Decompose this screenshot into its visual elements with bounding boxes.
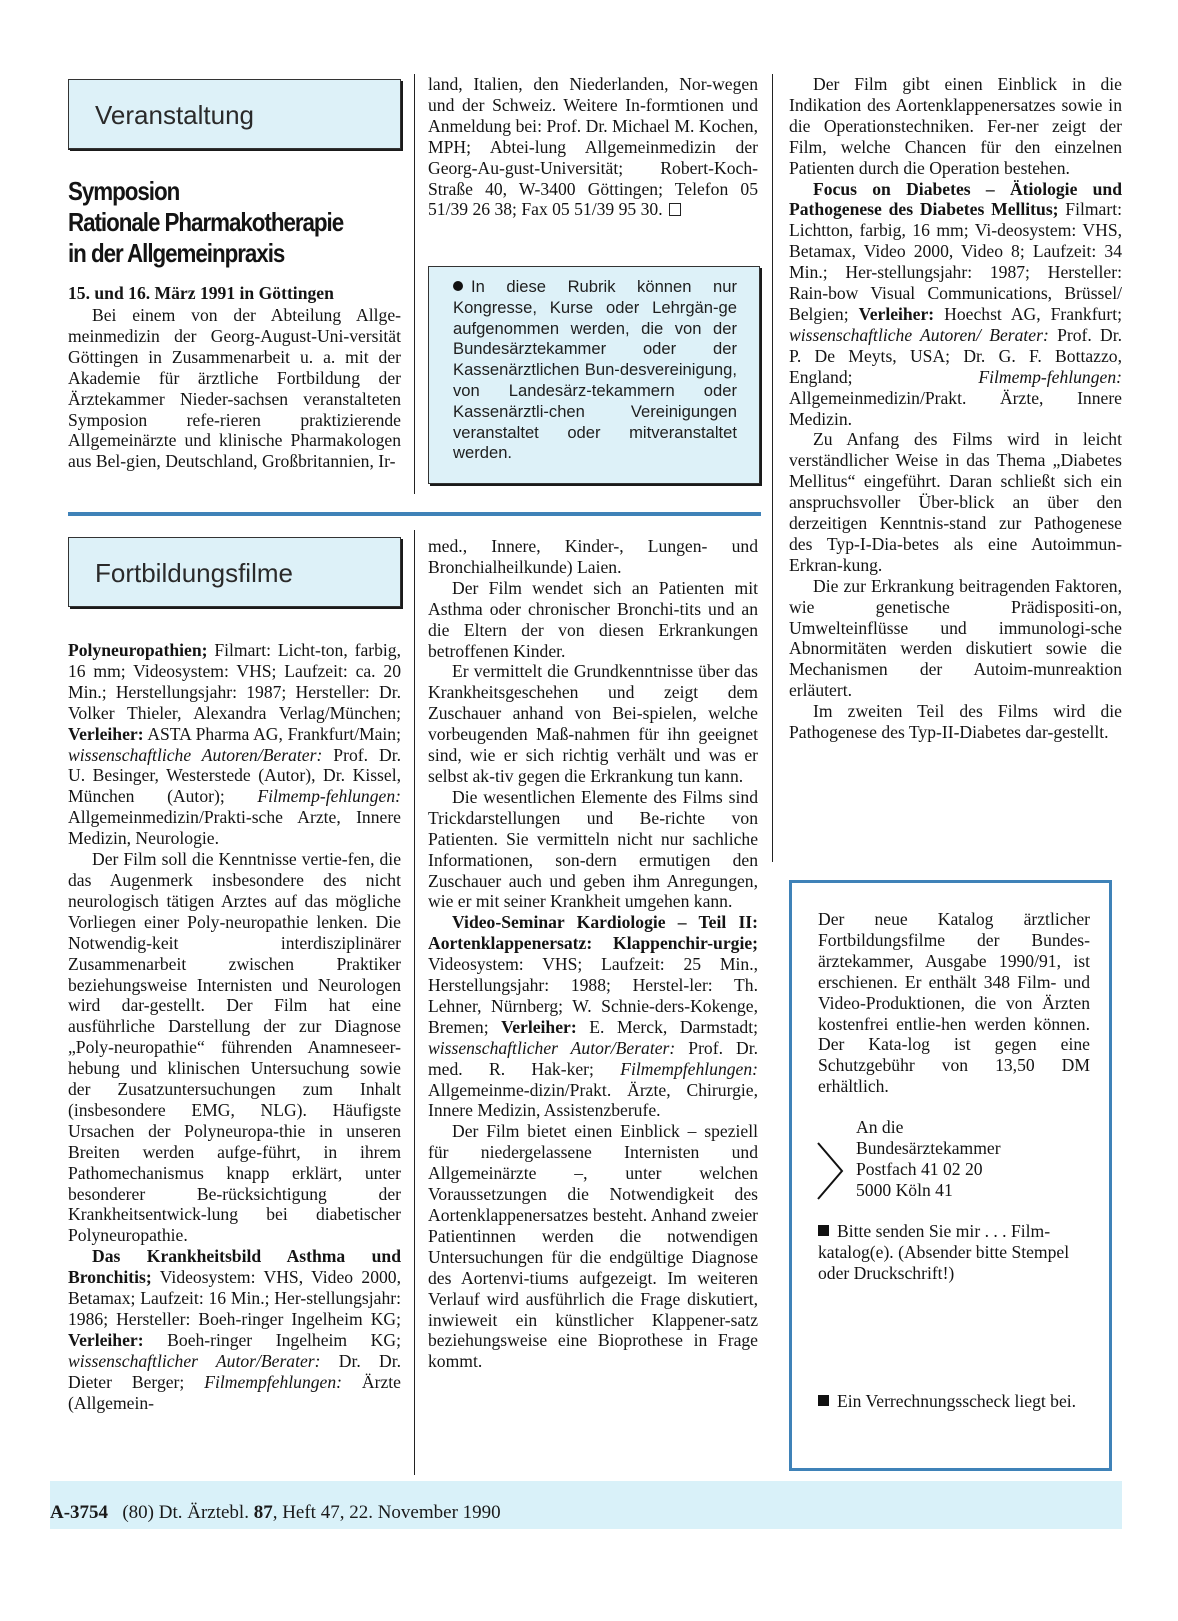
section-header-fortbildungsfilme — [68, 537, 401, 607]
section-label: Veranstaltung — [95, 100, 255, 130]
section-header-veranstaltung — [68, 79, 401, 149]
page-footer: A-3754 (80) Dt. Ärztebl. 87, Heft 47, 22. November 1990 — [50, 1502, 501, 1523]
film-description: Der Film soll die Kenntnisse vertie-fen, die das Augenmerk insbesondere des nicht neurologisch tätigen Arztes auf das mögliche Vorliegen einer Poly-neuropathie lenken. Die Notwendig-keit interdisziplinärer Zusammenarbeit zwischen Praktiker beziehungsweise Internisten und Neurologen wird dar-gestellt. Der Film hat eine ausführliche Darstellung der zur Diagnose „Poly-neuropathie“ führenden Anamneseer-hebung und klinischen Untersuchung sowie der Zusatzuntersuchungen zum Inhalt (insbesondere EMG, NLG). Häufigste Ursachen der Polyneuropa-thie in unseren Breiten werden aufge-führt, in ihrem Pathomechanismus knapp erklärt, unter besonderer Be-rücksichtigung der Krankheitsentwick-lung bei diabetischer Polyneuropathie. — [68, 849, 401, 1246]
catalog-order-box — [789, 880, 1112, 1471]
section-label: Fortbildungsfilme — [95, 558, 293, 588]
film-entry-polyneuropathien: Polyneuropathien; Filmart: Licht-ton, farbig, 16 mm; Videosystem: VHS; Laufzeit: ca. 20 Min.; Herstellungsjahr: 1987; Hersteller: Dr. Volker Thieler, Alexandra Verlag/München; Verleiher: ASTA Pharma AG, Frankfurt/Main; wissenschaftliche Autoren/Berater: Prof. Dr. U. Besinger, Westerstede (Autor), Dr. Kissel, München (Autor); Filmemp-fehlungen: Allgemeinmedizin/Prakti-sche Arzte, Innere Medizin, Neurologie. — [68, 640, 401, 849]
column-divider — [772, 74, 773, 862]
event-intro: Bei einem von der Abteilung Allge-meinmedizin der Georg-August-Uni-versität Göttingen in Zusammenarbeit u. a. mit der Akademie für ärztliche Fortbildung der Ärztekammer Nieder-sachsen veranstalteten Symposion refe-rieren praktizierende Allgemeinärzte und klinische Pharmakologen aus Bel-gien, Deutschland, Großbritannien, Ir- — [68, 305, 401, 472]
event-title: Symposion Rationale Pharmakotherapie in der Allgemeinpraxis — [68, 176, 344, 268]
order-option-catalog[interactable]: Bitte senden Sie mir . . . Film-katalog(e). (Absender bitte Stempel oder Druckschrift!) — [818, 1221, 1070, 1283]
event-date: 15. und 16. März 1991 in Göttingen — [68, 283, 334, 303]
chevron-right-icon — [816, 1141, 846, 1201]
film-entry-diabetes: Focus on Diabetes – Ätiologie und Pathogenese des Diabetes Mellitus; Filmart: Lichtton, farbig, 16 mm; Vi-deosystem: VHS, Betamax, Video 2000, Video 8; Laufzeit: 34 Min.; Her-stellungsjahr: 1987; Hersteller: Rain-bow Visual Communications, Brüssel/ Belgien; Verleiher: Hoechst AG, Frankfurt; wissenschaftliche Autoren/ Berater: Prof. Dr. P. De Meyts, USA; Dr. G. F. Bottazzo, England; Filmemp-fehlungen: Allgemeinmedizin/Prakt. Ärzte, Innere Medizin. — [789, 178, 1122, 429]
checkbox-square-icon — [818, 1225, 829, 1236]
divider — [68, 149, 401, 150]
column-divider — [414, 530, 415, 1475]
films-column-2: med., Innere, Kinder-, Lungen- und Bronchialheilkunde) Laien. Der Film wendet sich an Patienten mit Asthma oder chronischer Bronchi-tits und an die Eltern der von diesen Erkrankungen betroffenen Kinder. Er vermittelt die Grundkenntnisse über das Krankheitsgeschehen und zeigt dem Zuschauer anhand von Bei-spielen, welche vorbeugenden Maß-nahmen für ihn geeignet sind, wie er sich richtig verhält und was er selbst ak-tiv gegen die Erkrankung tun kann. Die wesentlichen Elemente des Films sind Trickdarstellungen und Be-richte von Patienten. Sie vermitteln nicht nur sachliche Informationen, son-dern ermutigen den Zuschauer auch und geben ihm Anregungen, wie er mit seiner Krankheit umgehen kann. Video-Seminar Kardiologie – Teil II: Aortenklappenersatz: Klappenchir-urgie; Videosystem: VHS; Laufzeit: 25 Min., Herstellungsjahr: 1988; Herstel-ler: Th. Lehner, Nürnberg; W. Schnie-ders-Kokenge, Bremen; Verleiher: E. Merck, Darmstadt; wissenschaftlicher Autor/Berater: Prof. Dr. med. R. Hak-ker; Filmempfehlungen: Allgemeinme-dizin/Prakt. Ärzte, Chirurgie, Innere Medizin, Assistenzberufe. Der Film bietet einen Einblick – speziell für niedergelassene Internisten und Allgemeinärzte –, unter welchen Voraussetzungen die Notwendigkeit des Aortenklappenersatzes besteht. Anhand zweier Patientinnen werden die notwendigen Untersuchungen für die endgültige Diagnose des Aortenvi-tiums aufgezeigt. Im weiteren Verlauf wird ausführlich die Frage diskutiert, inwieweit ein künstlicher Klappener-satz beziehungsweise eine Bioprothese in Frage kommt. — [428, 536, 758, 1372]
bullet-icon — [453, 281, 463, 291]
film-entry-kardiologie: Video-Seminar Kardiologie – Teil II: Aortenklappenersatz: Klappenchir-urgie; Videosystem: VHS; Laufzeit: 25 Min., Herstellungsjahr: 1988; Herstel-ler: Th. Lehner, Nürnberg; W. Schnie-ders-Kokenge, Bremen; Verleiher: E. Merck, Darmstadt; wissenschaftlicher Autor/Berater: Prof. Dr. med. R. Hak-ker; Filmempfehlungen: Allgemeinme-dizin/Prakt. Ärzte, Chirurgie, Innere Medizin, Assistenzberufe. — [428, 912, 758, 1121]
column-divider — [414, 74, 415, 494]
rubric-notice: In diese Rubrik können nur Kongresse, Kurse oder Lehrgän-ge aufgenommen werden, die von der Bundesärztekammer oder der Kassenärztlichen Bun-desvereinigung, von Landesärz-tekammern oder Kassenärztli-chen Vereinigungen veranstaltet oder mitveranstaltet werden. — [428, 266, 760, 484]
catalog-text: Der neue Katalog ärztlicher Fortbildungsfilme der Bundes-ärztekammer, Ausgabe 1990/91, ist erschienen. Er enthält 348 Film- und Video-Produktionen, die von Ärzten kostenfrei entlie-hen werden können. Der Kata-log ist gegen eine Schutzgebühr von 13,50 DM erhältlich. — [818, 909, 1090, 1097]
mailing-address: An die Bundesärztekammer Postfach 41 02 20 5000 Köln 41 — [856, 1117, 1001, 1200]
films-column-3: Der Film gibt einen Einblick in die Indikation des Aortenklappenersatzes sowie in die Operationstechniken. Fer-ner zeigt der Film, welche Chancen für den einzelnen Patienten durch die Operation bestehen. Focus on Diabetes – Ätiologie und Pathogenese des Diabetes Mellitus; Filmart: Lichtton, farbig, 16 mm; Vi-deosystem: VHS, Betamax, Video 2000, Video 8; Laufzeit: 34 Min.; Her-stellungsjahr: 1987; Hersteller: Rain-bow Visual Communications, Brüssel/ Belgien; Verleiher: Hoechst AG, Frankfurt; wissenschaftliche Autoren/ Berater: Prof. Dr. P. De Meyts, USA; Dr. G. F. Bottazzo, England; Filmemp-fehlungen: Allgemeinmedizin/Prakt. Ärzte, Innere Medizin. Zu Anfang des Films wird in leicht verständlicher Weise in das Thema „Diabetes Mellitus“ eingeführt. Daran schließt sich ein anspruchsvoller Über-blick an über den derzeitigen Kenntnis-stand zur Pathogenese des Typ-I-Dia-betes als eine Autoimmun-Erkran-kung. Die zur Erkrankung beitragenden Faktoren, wie genetische Prädispositi-on, Umwelteinflüsse und immunologi-sche Abnormitäten werden diskutiert sowie die Mechanismen der Autoim-munreaktion erläutert. Im zweiten Teil des Films wird die Pathogenese des Typ-II-Diabetes dar-gestellt. — [789, 74, 1122, 743]
section-rule — [68, 512, 761, 516]
order-option-cheque[interactable]: Ein Verrechnungsscheck liegt bei. — [818, 1391, 1090, 1412]
films-column-1 — [68, 640, 401, 1414]
end-mark-icon — [669, 203, 681, 216]
film-entry-asthma: Das Krankheitsbild Asthma und Bronchitis; Videosystem: VHS, Video 2000, Betamax; Laufzeit: 16 Min.; Her-stellungsjahr: 1986; Hersteller: Boeh-ringer Ingelheim KG; Verleiher: Boeh-ringer Ingelheim KG; wissenschaftlicher Autor/Berater: Dr. Dr. Dieter Berger; Filmempfehlungen: Ärzte (Allgemein- — [68, 1246, 401, 1413]
checkbox-square-icon — [818, 1395, 829, 1406]
event-continued: land, Italien, den Niederlanden, Nor-wegen und der Schweiz. Weitere In-formtionen und Anmeldung bei: Prof. Dr. Michael M. Kochen, MPH; Abtei-lung Allgemeinmedizin der Georg-Au-gust-Universität; Robert-Koch-Straße 40, W-3400 Göttingen; Telefon 05 51/39 26 38; Fax 05 51/39 95 30. — [428, 74, 758, 220]
